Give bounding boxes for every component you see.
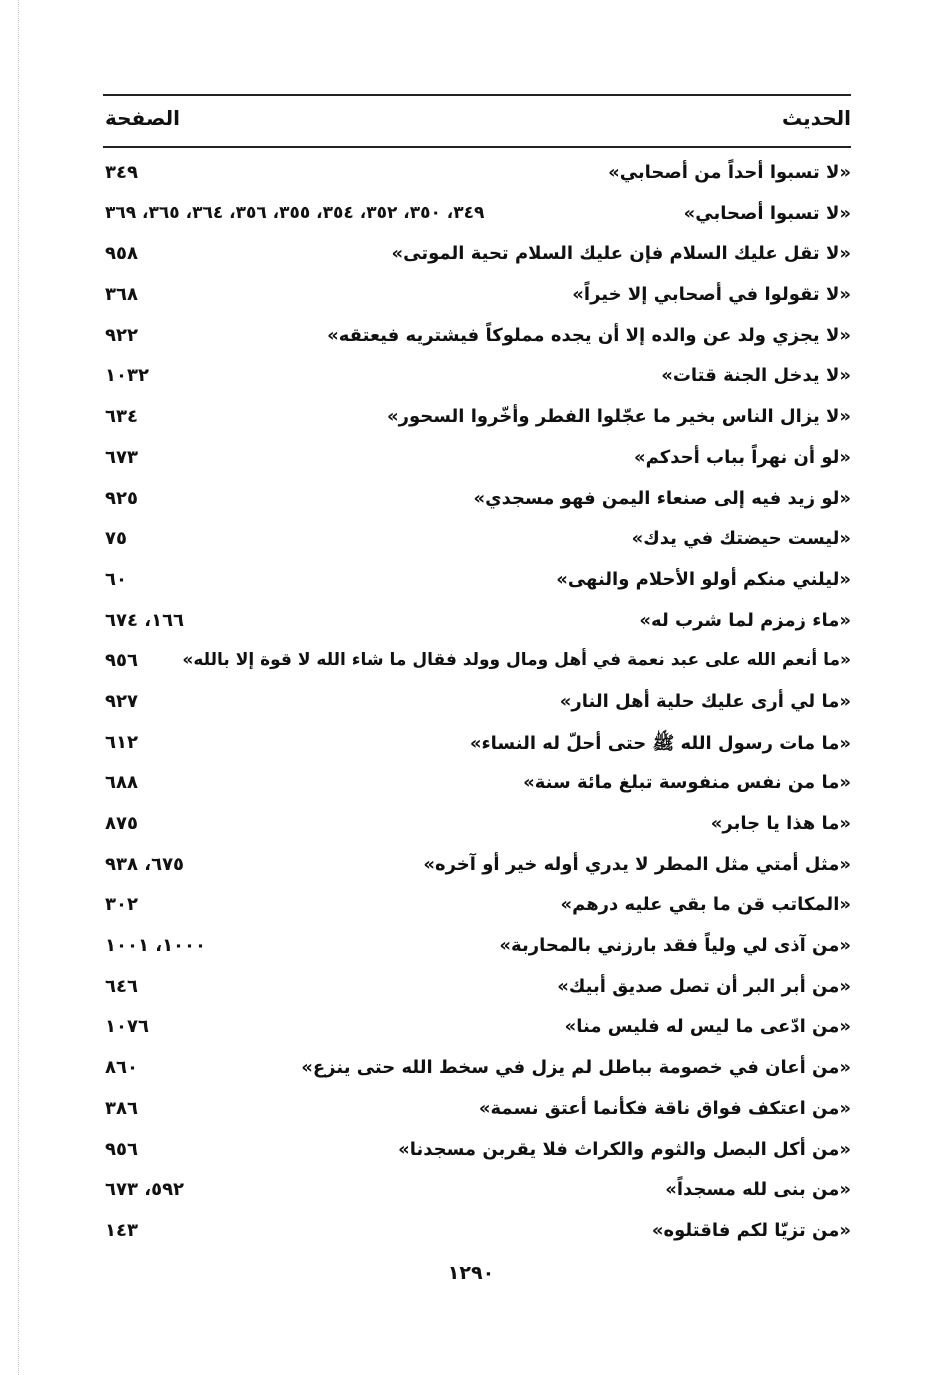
column-header-page: الصفحة bbox=[105, 106, 181, 130]
hadith-text: «من بنى لله مسجداً» bbox=[665, 1179, 851, 1201]
hadith-text: «ما أنعم الله على عبد نعمة في أهل ومال وولد فقال ما شاء الله لا قوة إلا بالله» bbox=[182, 650, 851, 671]
page-refs: ١٠٧٦ bbox=[105, 1016, 149, 1038]
page-refs: ٦٧٣ bbox=[105, 446, 138, 468]
hadith-text: «لا تسبوا أحداً من أصحابي» bbox=[608, 162, 851, 183]
index-row bbox=[103, 520, 851, 561]
page-refs: ٦١٢ bbox=[105, 731, 138, 753]
page-refs: ١٦٦، ٦٧٤ bbox=[105, 609, 185, 631]
hadith-text: «من تزيّا لكم فاقتلوه» bbox=[651, 1219, 851, 1241]
page-refs: ٩٢٥ bbox=[105, 487, 138, 509]
index-row bbox=[103, 1049, 851, 1090]
hadith-text: «ليست حيضتك في يدك» bbox=[631, 528, 851, 550]
hadith-text: «لا يجزي ولد عن والده إلا أن يجده مملوكاً فيشتريه فيعتقه» bbox=[327, 324, 851, 346]
index-row bbox=[103, 1212, 851, 1253]
index-row bbox=[103, 846, 851, 887]
index-row bbox=[103, 195, 851, 236]
hadith-text: «لو أن نهراً بباب أحدكم» bbox=[634, 446, 851, 468]
index-row bbox=[103, 317, 851, 358]
index-row bbox=[103, 1090, 851, 1131]
hadith-text: «لا تسبوا أصحابي» bbox=[683, 202, 851, 224]
hadith-text: «من اعتكف فواق ناقة فكأنما أعتق نسمة» bbox=[478, 1097, 851, 1119]
index-row bbox=[103, 602, 851, 643]
page-refs: ١٠٠٠، ١٠٠١ bbox=[105, 935, 207, 957]
hadith-text: «لو زيد فيه إلى صنعاء اليمن فهو مسجدي» bbox=[473, 487, 851, 509]
index-row bbox=[103, 154, 851, 195]
index-row bbox=[103, 1008, 851, 1049]
column-header-hadith: الحديث bbox=[781, 106, 851, 130]
page-refs: ٩٥٨ bbox=[105, 243, 138, 265]
page-refs: ٩٢٢ bbox=[105, 324, 138, 346]
scan-edge-dots bbox=[18, 0, 19, 1375]
page-refs: ١٤٣ bbox=[105, 1219, 138, 1241]
page-refs: ١٠٣٢ bbox=[105, 365, 149, 387]
hadith-text: «ما من نفس منفوسة تبلغ مائة سنة» bbox=[523, 772, 851, 794]
page-refs: ٧٥ bbox=[105, 528, 127, 550]
page-number: ١٢٩٠ bbox=[447, 1262, 495, 1284]
hadith-text: «لا تقولوا في أصحابي إلا خيراً» bbox=[572, 284, 851, 306]
hadith-text: «لا تقل عليك السلام فإن عليك السلام تحية الموتى» bbox=[391, 243, 851, 265]
hadith-text: «المكاتب قن ما بقي عليه درهم» bbox=[560, 894, 851, 916]
page-refs: ٦٨٨ bbox=[105, 772, 138, 794]
page-refs: ٩٥٦ bbox=[105, 1138, 138, 1160]
index-row bbox=[103, 683, 851, 724]
table-header bbox=[103, 100, 851, 140]
page-refs: ٣٤٩، ٣٥٠، ٣٥٢، ٣٥٤، ٣٥٥، ٣٥٦، ٣٦٤، ٣٦٥، ٣٦٩ bbox=[105, 202, 485, 223]
page-refs: ٩٢٧ bbox=[105, 690, 138, 712]
page-refs: ٦٠ bbox=[105, 568, 127, 590]
index-row bbox=[103, 927, 851, 968]
page-refs: ٨٧٥ bbox=[105, 813, 138, 834]
page-refs: ٣٠٢ bbox=[105, 894, 138, 916]
hadith-text: «لا يدخل الجنة قتات» bbox=[661, 365, 851, 387]
page-refs: ٨٦٠ bbox=[105, 1057, 138, 1079]
index-row bbox=[103, 398, 851, 439]
index-row bbox=[103, 642, 851, 683]
index-row bbox=[103, 764, 851, 805]
index-row bbox=[103, 1131, 851, 1172]
hadith-text: «ما مات رسول الله ﷺ حتى أحلّ له النساء» bbox=[469, 732, 851, 754]
page-refs: ٦٤٦ bbox=[105, 975, 138, 997]
page-refs: ٣٨٦ bbox=[105, 1097, 138, 1119]
index-row bbox=[103, 439, 851, 480]
page-refs: ٥٩٢، ٦٧٣ bbox=[105, 1179, 185, 1201]
top-rule bbox=[103, 94, 851, 96]
hadith-text: «من أكل البصل والثوم والكراث فلا يقربن مسجدنا» bbox=[398, 1138, 851, 1160]
index-row bbox=[103, 357, 851, 398]
page-refs: ٦٧٥، ٩٣٨ bbox=[105, 853, 185, 875]
index-row bbox=[103, 968, 851, 1009]
hadith-text: «من أبر البر أن تصل صديق أبيك» bbox=[557, 975, 851, 997]
hadith-text: «من أعان في خصومة بباطل لم يزل في سخط الله حتى ينزع» bbox=[301, 1057, 851, 1079]
index-row bbox=[103, 886, 851, 927]
index-row bbox=[103, 276, 851, 317]
hadith-text: «من آذى لي ولياً فقد بارزني بالمحاربة» bbox=[499, 935, 851, 957]
hadith-text: «ليلني منكم أولو الأحلام والنهى» bbox=[556, 568, 851, 590]
index-row bbox=[103, 805, 851, 846]
index-row bbox=[103, 561, 851, 602]
page-refs: ٦٣٤ bbox=[105, 406, 138, 428]
hadith-text: «لا يزال الناس بخير ما عجّلوا الفطر وأخّروا السحور» bbox=[386, 406, 851, 428]
index-row bbox=[103, 480, 851, 521]
hadith-index-list bbox=[103, 154, 851, 1253]
page-refs: ٩٥٦ bbox=[105, 650, 138, 672]
hadith-text: «ما هذا يا جابر» bbox=[710, 813, 851, 834]
page-refs: ٣٤٩ bbox=[105, 162, 138, 183]
index-row bbox=[103, 1171, 851, 1212]
hadith-text: «مثل أمتي مثل المطر لا يدري أوله خير أو آخره» bbox=[423, 853, 851, 875]
index-row bbox=[103, 724, 851, 765]
index-row bbox=[103, 235, 851, 276]
header-rule bbox=[103, 146, 851, 148]
page-refs: ٣٦٨ bbox=[105, 284, 138, 306]
hadith-text: «ماء زمزم لما شرب له» bbox=[639, 609, 851, 631]
hadith-text: «من ادّعى ما ليس له فليس منا» bbox=[564, 1016, 851, 1038]
hadith-text: «ما لي أرى عليك حلية أهل النار» bbox=[559, 690, 851, 712]
